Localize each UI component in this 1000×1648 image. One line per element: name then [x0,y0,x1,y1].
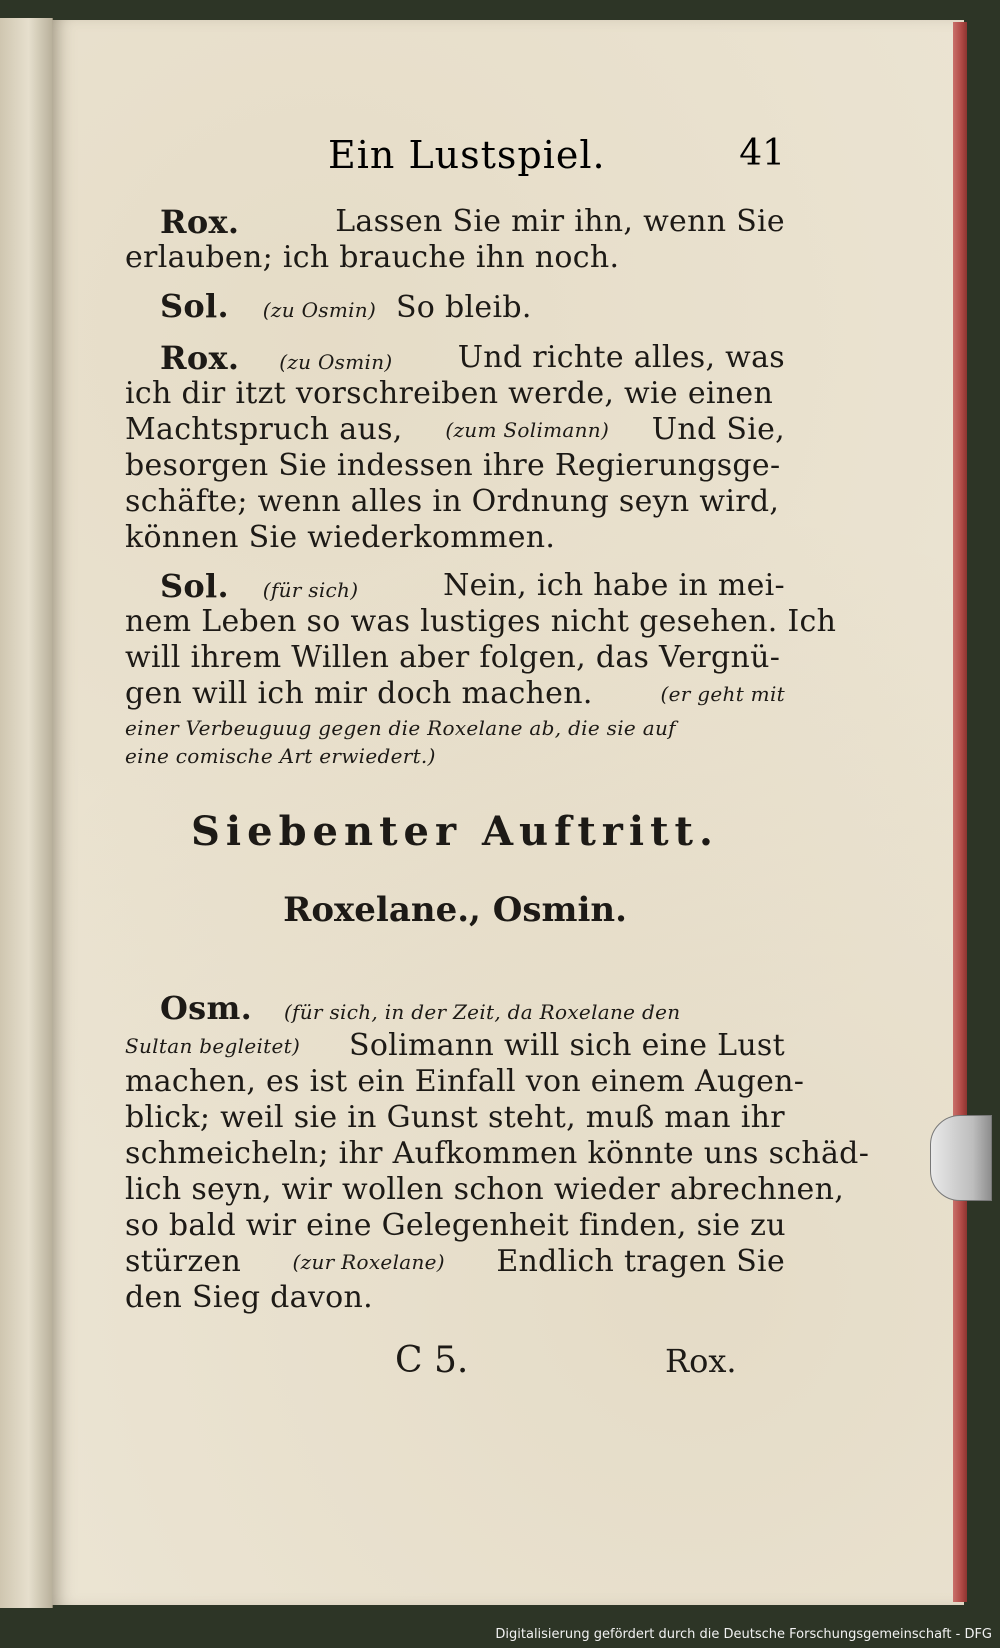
line-text: den Sieg davon. [125,1280,373,1315]
text-line [125,1028,785,1064]
text-line [125,1208,786,1244]
page-number: 41 [739,133,785,174]
text-line [125,1172,844,1208]
running-head [205,133,785,183]
text-line [125,990,680,1030]
text-line [125,240,619,276]
line-text: machen, es ist ein Einfall von einem Augen- [125,1064,805,1099]
line-text: Und Sie, [651,412,785,447]
speaker-label: Osm. [160,989,253,1027]
facing-page-edge [0,18,53,1608]
line-text: schmeicheln; ihr Aufkommen könnte uns schäd- [125,1136,870,1171]
text-line [125,1100,785,1136]
line-text: Lassen Sie mir ihn, wenn Sie [335,204,785,239]
stage-direction: (zum Solimann) [445,418,610,442]
text-line [125,568,785,608]
text-line [125,484,779,520]
line-text: lich seyn, wir wollen schon wieder abrechnen, [125,1172,845,1207]
stage-direction: (für sich, in der Zeit, da Roxelane den [283,1000,681,1024]
stage-direction: (er geht mit [660,682,785,706]
line-text: blick; weil sie in Gunst steht, muß man ihr [125,1100,785,1135]
line-text: können Sie wiederkommen. [125,520,556,555]
stage-direction: (zu Osmin) [279,350,393,374]
scene-heading: Siebenter Auftritt. [191,808,719,855]
stage-direction: (für sich) [262,578,359,602]
red-page-edge [953,22,967,1602]
line-text: so bald wir eine Gelegenheit finden, sie zu [125,1208,786,1243]
line-text: Machtspruch aus, [125,412,403,447]
line-text: besorgen Sie indessen ihre Regierungsge- [125,448,781,483]
stage-direction: (zur Roxelane) [292,1250,445,1274]
line-text: Nein, ich habe in mei- [443,568,785,603]
scene-characters: Roxelane., Osmin. [283,890,627,930]
signature-mark: C 5. [395,1340,469,1381]
text-line [125,288,532,328]
text-line [125,1280,373,1316]
speaker-label: Sol. [160,567,229,605]
text-line [125,714,676,743]
running-title: Ein Lustspiel. [328,133,606,177]
text-line [125,412,785,448]
line-text: Endlich tragen Sie [496,1244,785,1279]
line-text: will ihrem Willen aber folgen, das Vergnü- [125,640,781,675]
page-tab-handle[interactable] [930,1115,992,1201]
stage-direction: einer Verbeuguug gegen die Roxelane ab, die sie auf [125,716,676,740]
text-line [125,1244,785,1280]
line-text: gen will ich mir doch machen. [125,676,593,711]
stage-direction: Sultan begleitet) [125,1034,301,1058]
text-line [125,340,785,380]
text-line [125,376,773,412]
line-text: stürzen [125,1244,242,1279]
line-text: So bleib. [395,290,532,325]
digitization-credit: Digitalisierung gefördert durch die Deutsche Forschungsgemeinschaft - DFG [495,1627,992,1642]
text-line [125,676,785,712]
stage-direction: (zu Osmin) [262,298,377,322]
speaker-label: Sol. [160,287,229,325]
text-line [125,448,780,484]
line-text: nem Leben so was lustiges nicht gesehen. Ich [125,604,837,639]
text-line [125,604,836,640]
text-line [125,1136,869,1172]
line-text: ich dir itzt vorschreiben werde, wie einen [125,376,774,411]
catchword: Rox. [665,1342,737,1380]
line-text: erlauben; ich brauche ihn noch. [125,240,620,275]
stage-direction: eine comische Art erwiedert.) [125,744,436,768]
text-line [125,640,780,676]
text-line [125,520,555,556]
speaker-label: Rox. [160,339,240,377]
line-text: schäfte; wenn alles in Ordnung seyn wird, [125,484,780,519]
text-line [125,1064,804,1100]
text-line [125,742,436,771]
line-text: Und richte alles, was [457,340,785,375]
text-line [125,204,785,240]
line-text: Solimann will sich eine Lust [348,1028,785,1063]
speaker-label: Rox. [160,203,240,241]
